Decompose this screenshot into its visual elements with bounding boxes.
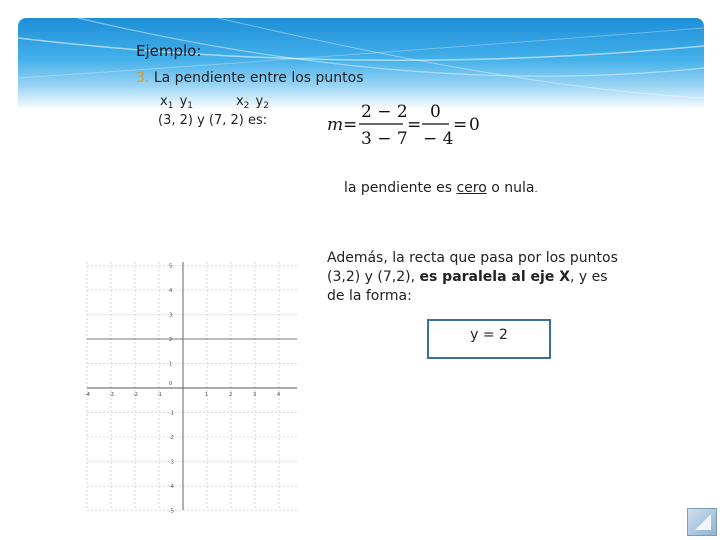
formula-eq-1: = <box>343 115 358 135</box>
y-tick-label: -5 <box>169 508 174 514</box>
parallel-explanation <box>327 249 627 306</box>
label-x1: $x_1$ <box>160 94 174 111</box>
y-tick-label: -2 <box>169 435 174 441</box>
y-tick-label: -1 <box>169 410 174 417</box>
result-post: o nula <box>486 180 535 196</box>
y-tick-label: -4 <box>169 484 174 490</box>
paragraph-part-3: , y es de la forma: <box>327 269 608 304</box>
label-y1: $y_1$ <box>179 94 194 111</box>
formula-num-1: 2 − 2 <box>361 102 408 122</box>
equation-text: y = 2 <box>470 327 508 343</box>
slope-conclusion <box>344 180 538 196</box>
y-tick-label: 5 <box>169 263 173 270</box>
result-pre: la pendiente es <box>344 180 457 196</box>
x-tick-label: 4 <box>277 392 281 398</box>
x-tick-label: -4 <box>85 392 90 398</box>
example-heading: Ejemplo: <box>136 42 202 60</box>
y-tick-label: 2 <box>169 337 173 343</box>
paragraph-part-1: Además, la recta que pasa por los puntos (3,2) y (7,2), <box>327 250 618 285</box>
example-item <box>136 70 364 86</box>
paragraph-bold: es paralela al eje X <box>419 269 570 285</box>
x-tick-label: -2 <box>133 392 138 398</box>
origin-label: 0 <box>169 381 173 387</box>
x-tick-label: 2 <box>229 392 233 398</box>
y-tick-label: -3 <box>169 459 174 466</box>
equation-box <box>427 319 551 359</box>
nav-arrow-icon <box>691 512 713 532</box>
formula-den-1: 3 − 7 <box>361 129 408 149</box>
point-labels <box>160 94 269 109</box>
label-y2: $y_2$ <box>255 94 269 111</box>
formula-den-2: − 4 <box>423 129 454 149</box>
formula-eq-2: = <box>407 115 422 135</box>
result-dot: . <box>534 184 538 195</box>
coordinate-graph <box>85 258 300 514</box>
banner-swoosh-graphic <box>18 18 704 110</box>
x-tick-label: -3 <box>109 392 114 398</box>
formula-eq-3: = <box>453 115 468 135</box>
y-tick-label: 4 <box>169 288 173 294</box>
formula-result: 0 <box>469 115 480 135</box>
item-number: 3. <box>136 70 150 86</box>
y-tick-label: 3 <box>169 312 173 319</box>
y-tick-label: 1 <box>169 361 173 368</box>
points-text: (3, 2) y (7, 2) es: <box>158 113 268 128</box>
x-tick-label: 1 <box>205 392 209 398</box>
label-x2: $x_2$ <box>235 94 250 111</box>
header-banner <box>18 18 704 110</box>
result-cero: cero <box>456 180 487 196</box>
next-slide-button[interactable] <box>687 508 717 536</box>
slope-formula <box>325 98 495 154</box>
formula-num-2: 0 <box>430 102 441 122</box>
x-tick-label: -1 <box>157 392 162 398</box>
formula-m: m <box>327 115 344 135</box>
x-tick-label: 3 <box>253 392 257 398</box>
item-text: La pendiente entre los puntos <box>153 70 364 86</box>
